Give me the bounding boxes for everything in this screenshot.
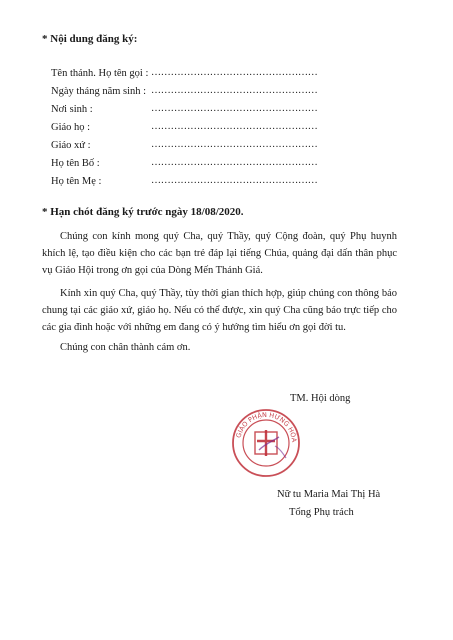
form-row-father-name: [51, 158, 351, 172]
signature-name: Nữ tu Maria Mai Thị Hà: [277, 489, 381, 500]
form-blank: ……………………………………………: [151, 175, 318, 186]
form-row-parish: [51, 140, 351, 154]
registration-heading: * Nội dung đăng ký:: [42, 33, 138, 45]
seal-stamp: [231, 406, 301, 480]
form-row-birthplace: [51, 104, 351, 118]
form-blank: ……………………………………………: [151, 103, 318, 114]
form-label: Nơi sinh :: [51, 104, 93, 115]
form-label: Họ tên Mẹ :: [51, 176, 102, 187]
svg-text:GIÁO PHẬN HƯNG HÓA: GIÁO PHẬN HƯNG HÓA: [234, 410, 299, 443]
signature-on-behalf: TM. Hội dòng: [290, 393, 351, 404]
deadline-heading: * Hạn chót đăng ký trước ngày 18/08/2020.: [42, 206, 244, 218]
form-blank: ……………………………………………: [151, 121, 318, 132]
form-blank: ……………………………………………: [151, 85, 318, 96]
form-blank: ……………………………………………: [151, 67, 318, 78]
form-row-birth-date: [51, 86, 351, 100]
body-paragraph-1: Chúng con kính mong quý Cha, quý Thầy, quý Cộng đoàn, quý Phụ huynh khích lệ, tạo điều kiện cho các bạn trẻ đáp lại tiếng Chúa, quảng đại dấn thân phục vụ Giáo Hội trong ơn gọi của Dòng Mến Thánh Giá.: [42, 231, 397, 276]
body-paragraph-2: Kính xin quý Cha, quý Thầy, tùy thời gian thích hợp, giúp chúng con thông báo chung tại các giáo xứ, giáo họ. Nếu có thể được, xin quý Cha cũng báo trực tiếp cho các gia đình hoặc với những em đang có ý hướng tìm hiểu ơn gọi đời tu.: [42, 288, 397, 333]
form-blank: ……………………………………………: [151, 139, 318, 150]
form-label: Tên thánh. Họ tên gọi :: [51, 68, 149, 79]
form-row-mother-name: [51, 176, 351, 190]
form-blank: ……………………………………………: [151, 157, 318, 168]
closing-line: Chúng con chân thành cám ơn.: [60, 342, 191, 353]
signature-title: Tổng Phụ trách: [289, 507, 354, 518]
form-label: Ngày tháng năm sinh :: [51, 86, 147, 97]
form-row-baptismal-name: [51, 68, 351, 82]
form-label: Giáo họ :: [51, 122, 91, 133]
seal-icon: [231, 406, 301, 480]
form-row-parish-sub: [51, 122, 351, 136]
form-label: Họ tên Bố :: [51, 158, 100, 169]
form-label: Giáo xứ :: [51, 140, 91, 151]
